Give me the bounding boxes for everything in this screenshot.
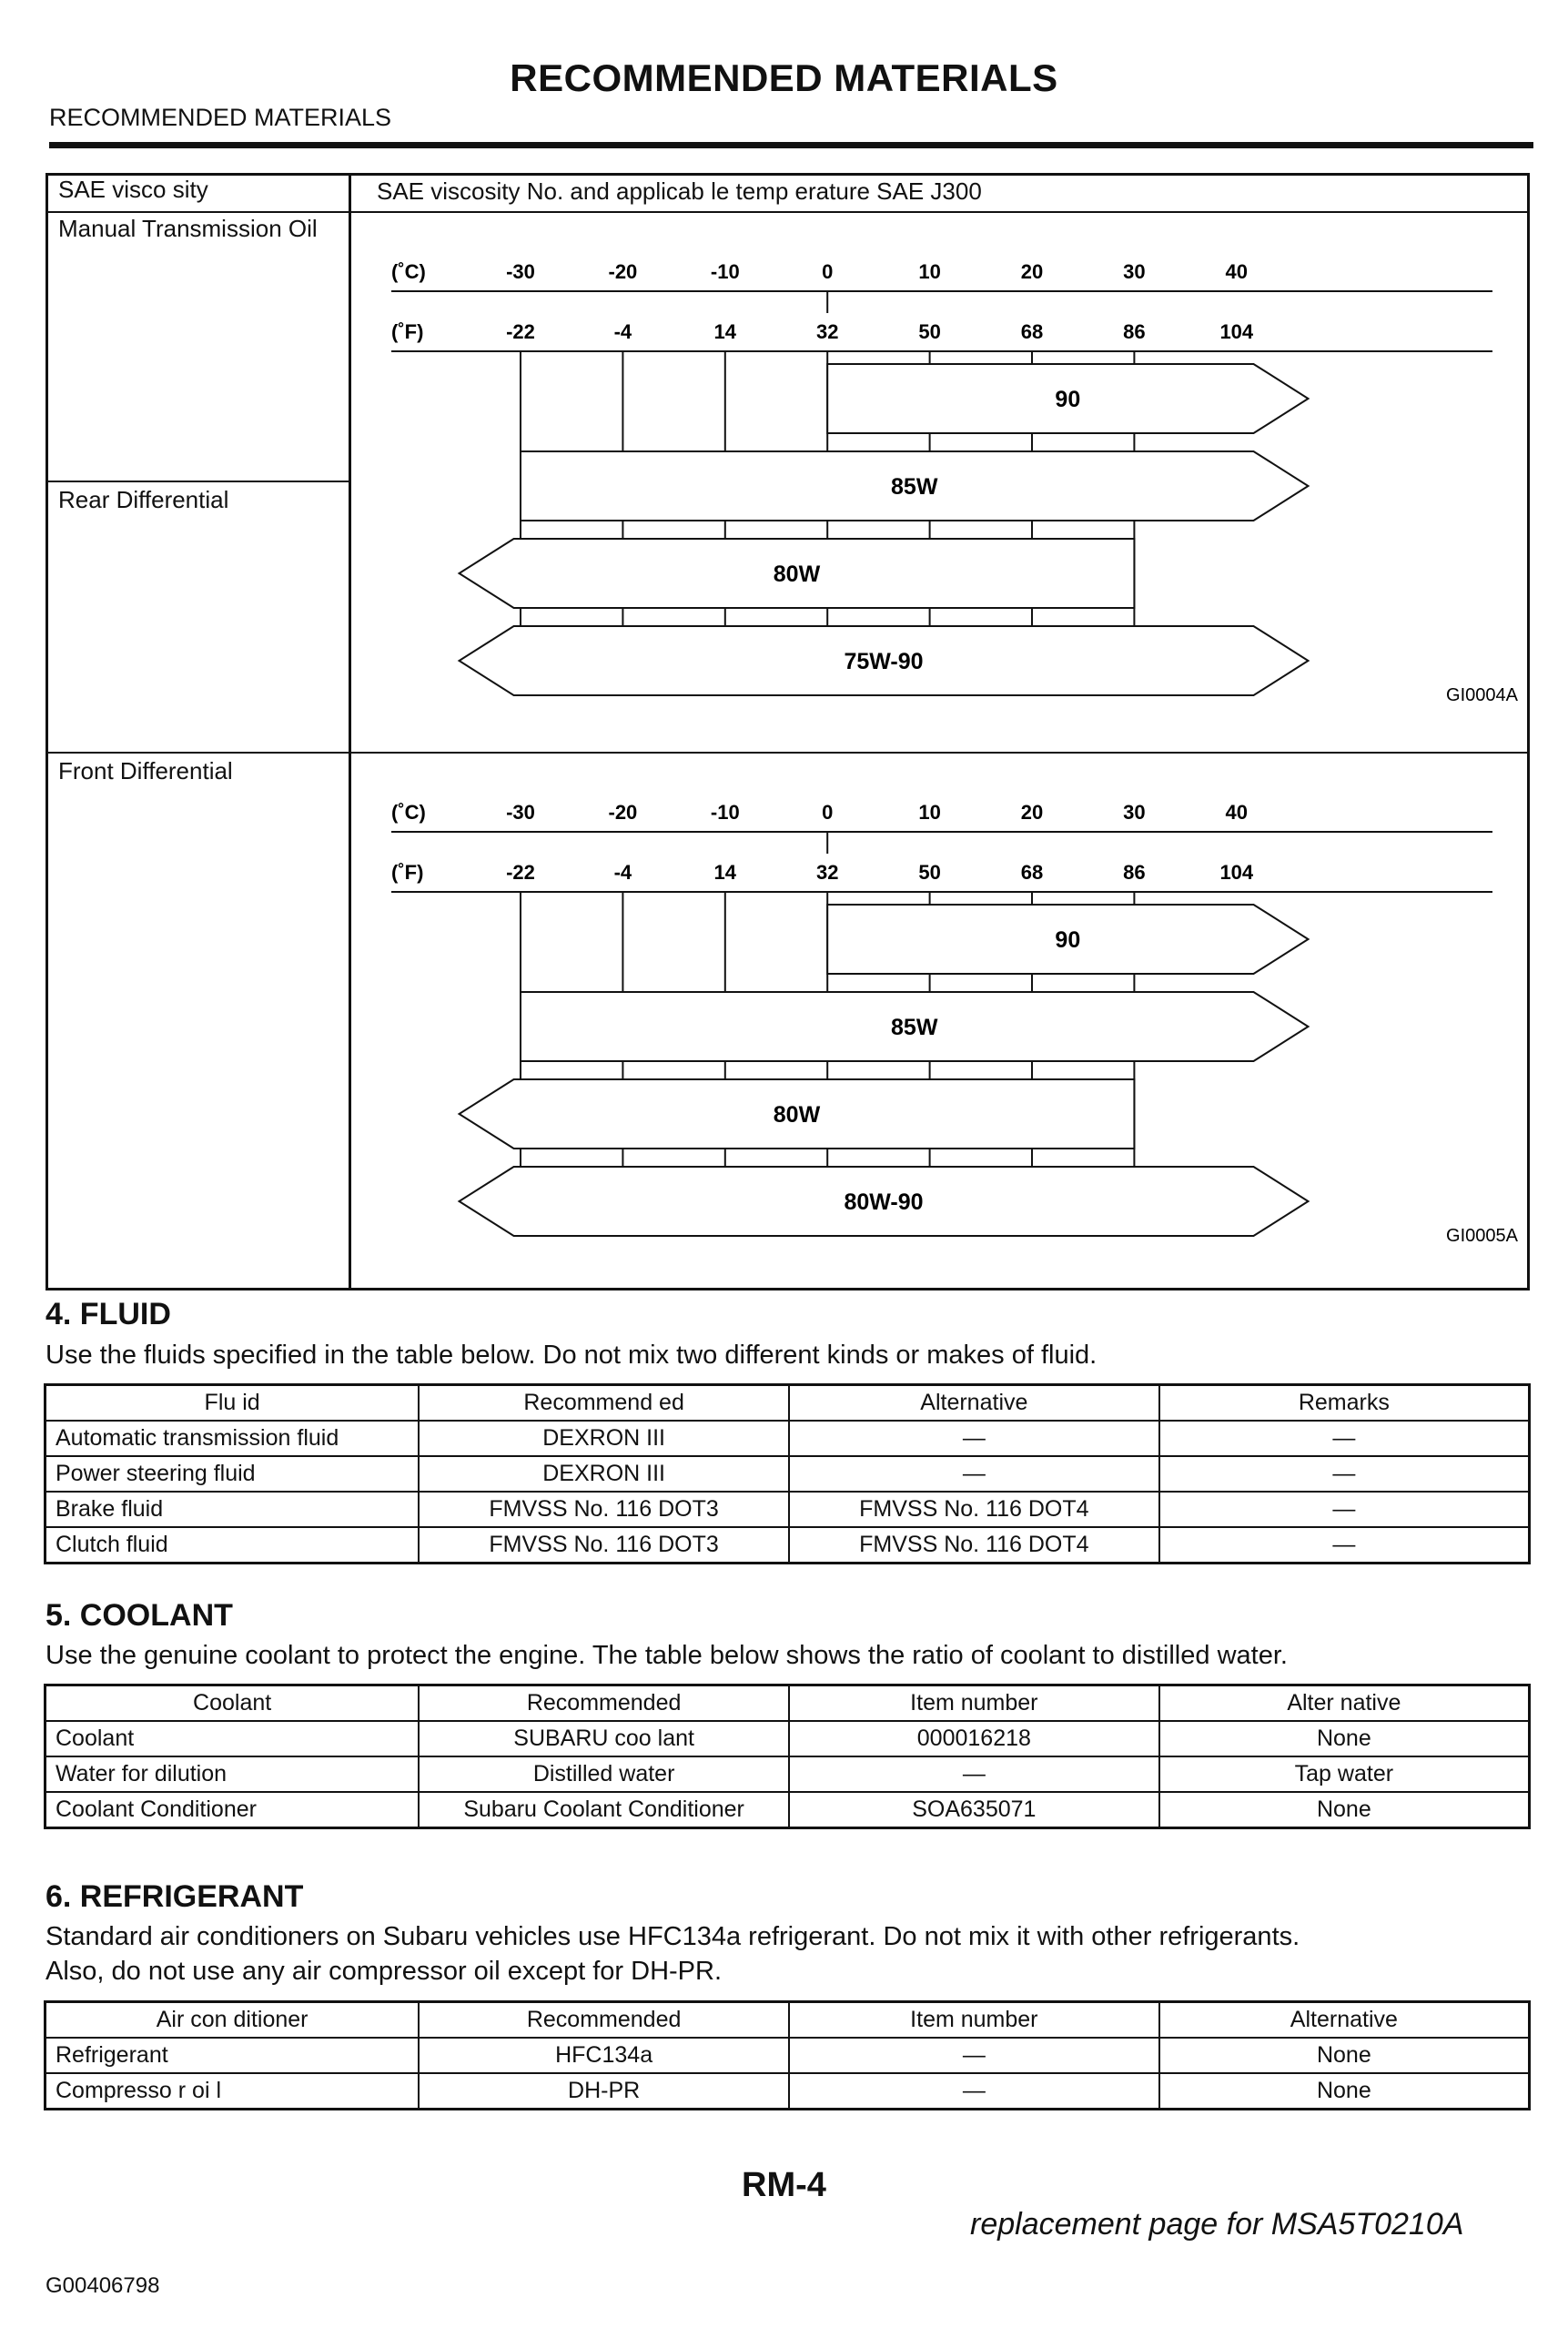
fluid-table-cell: — bbox=[1159, 1492, 1530, 1527]
fluid-column-header: Flu id bbox=[46, 1385, 420, 1422]
coolant-table bbox=[44, 1684, 1531, 1829]
fluid-table-row bbox=[46, 1456, 1530, 1492]
coolant-section-title: 5. COOLANT bbox=[46, 1598, 233, 1633]
refrigerant-table-cell: None bbox=[1159, 2073, 1530, 2110]
coolant-table-cell: None bbox=[1159, 1792, 1530, 1828]
refrigerant-table-cell: HFC134a bbox=[419, 2038, 789, 2073]
fluid-table-cell: — bbox=[789, 1421, 1159, 1456]
fluid-table-cell: — bbox=[789, 1456, 1159, 1492]
celsius-tick-label: 30 bbox=[1123, 801, 1146, 824]
coolant-table-cell: Coolant Conditioner bbox=[46, 1792, 420, 1828]
refrigerant-column-header: Alternative bbox=[1159, 2002, 1530, 2039]
row-label-manual-transmission: Manual Transmission Oil bbox=[58, 215, 318, 242]
fluid-table-cell: Brake fluid bbox=[46, 1492, 420, 1527]
fluid-column-header: Remarks bbox=[1159, 1385, 1530, 1422]
refrigerant-column-header: Recommended bbox=[419, 2002, 789, 2039]
fahrenheit-tick-label: 50 bbox=[918, 861, 941, 884]
sae-left-column bbox=[46, 173, 351, 1290]
viscosity-band-label: 75W-90 bbox=[844, 649, 924, 674]
fluid-table-cell: — bbox=[1159, 1421, 1530, 1456]
celsius-unit-label: (˚C) bbox=[391, 260, 426, 283]
celsius-tick-label: 10 bbox=[918, 260, 941, 283]
coolant-header-row bbox=[46, 1685, 1530, 1722]
fahrenheit-tick-label: 32 bbox=[815, 320, 839, 343]
viscosity-band-label: 80W-90 bbox=[844, 1189, 924, 1215]
fahrenheit-tick-label: 68 bbox=[1020, 861, 1044, 884]
coolant-table-row bbox=[46, 1756, 1530, 1792]
refrigerant-header-row bbox=[46, 2002, 1530, 2039]
celsius-tick-label: 10 bbox=[918, 801, 941, 824]
refrigerant-description-line-2: Also, do not use any air compressor oil except for DH-PR. bbox=[46, 1957, 723, 1986]
refrigerant-column-header: Item number bbox=[789, 2002, 1159, 2039]
viscosity-band-label: 90 bbox=[1055, 927, 1081, 953]
viscosity-chart-2 bbox=[351, 754, 1530, 1290]
refrigerant-description-line-1: Standard air conditioners on Subaru vehicles use HFC134a refrigerant. Do not mix it with other refrigerants. bbox=[46, 1922, 1300, 1951]
coolant-column-header: Alter native bbox=[1159, 1685, 1530, 1722]
figure-code: GI0005A bbox=[1446, 1226, 1518, 1246]
row-label-rear-differential: Rear Differential bbox=[58, 486, 229, 513]
fluid-table-cell: FMVSS No. 116 DOT3 bbox=[419, 1492, 789, 1527]
celsius-tick-label: 40 bbox=[1225, 260, 1249, 283]
fluid-table-cell: Clutch fluid bbox=[46, 1527, 420, 1564]
fahrenheit-tick-label: 50 bbox=[918, 320, 941, 343]
refrigerant-column-header: Air con ditioner bbox=[46, 2002, 420, 2039]
viscosity-band-label: 80W bbox=[773, 562, 821, 587]
refrigerant-table-cell: Refrigerant bbox=[46, 2038, 420, 2073]
coolant-table-cell: SOA635071 bbox=[789, 1792, 1159, 1828]
fluid-section-description: Use the fluids specified in the table below. Do not mix two different kinds or makes of fluid. bbox=[46, 1341, 1098, 1370]
fahrenheit-tick-label: 14 bbox=[713, 861, 737, 884]
sae-left-header: SAE visco sity bbox=[58, 176, 208, 203]
celsius-tick-label: -30 bbox=[506, 260, 535, 283]
refrigerant-table-cell: None bbox=[1159, 2038, 1530, 2073]
document-code: G00406798 bbox=[46, 2273, 160, 2298]
row-label-front-differential: Front Differential bbox=[58, 757, 233, 784]
viscosity-chart-1-svg bbox=[351, 213, 1530, 752]
coolant-table-row bbox=[46, 1721, 1530, 1756]
celsius-tick-label: -10 bbox=[710, 801, 740, 824]
fluid-table-cell: — bbox=[1159, 1527, 1530, 1564]
viscosity-chart-2-svg bbox=[351, 754, 1530, 1290]
celsius-tick-label: 40 bbox=[1225, 801, 1249, 824]
page-title: RECOMMENDED MATERIALS bbox=[510, 56, 1058, 99]
viscosity-band-label: 90 bbox=[1055, 387, 1081, 412]
fluid-table-row bbox=[46, 1492, 1530, 1527]
fahrenheit-tick-label: 14 bbox=[713, 320, 737, 343]
fluid-table-cell: Automatic transmission fluid bbox=[46, 1421, 420, 1456]
celsius-tick-label: 0 bbox=[822, 801, 834, 824]
viscosity-band-label: 85W bbox=[891, 474, 938, 500]
fluid-table-cell: FMVSS No. 116 DOT4 bbox=[789, 1527, 1159, 1564]
coolant-table-cell: Distilled water bbox=[419, 1756, 789, 1792]
fahrenheit-unit-label: (˚F) bbox=[391, 861, 424, 884]
refrigerant-section-title: 6. REFRIGERANT bbox=[46, 1879, 304, 1914]
fahrenheit-tick-label: -4 bbox=[613, 861, 632, 884]
coolant-table-row bbox=[46, 1792, 1530, 1828]
fahrenheit-tick-label: 86 bbox=[1123, 861, 1146, 884]
celsius-tick-label: 30 bbox=[1123, 260, 1146, 283]
celsius-unit-label: (˚C) bbox=[391, 801, 426, 824]
fahrenheit-tick-label: -4 bbox=[613, 320, 632, 343]
fluid-table-cell: Power steering fluid bbox=[46, 1456, 420, 1492]
coolant-table-cell: 000016218 bbox=[789, 1721, 1159, 1756]
coolant-column-header: Recommended bbox=[419, 1685, 789, 1722]
refrigerant-table-cell: — bbox=[789, 2038, 1159, 2073]
refrigerant-table-cell: DH-PR bbox=[419, 2073, 789, 2110]
page-number: RM-4 bbox=[742, 2166, 826, 2204]
coolant-table-cell: None bbox=[1159, 1721, 1530, 1756]
fluid-header-row bbox=[46, 1385, 1530, 1422]
coolant-table-cell: Water for dilution bbox=[46, 1756, 420, 1792]
refrigerant-table bbox=[44, 2000, 1531, 2110]
fluid-table-cell: FMVSS No. 116 DOT3 bbox=[419, 1527, 789, 1564]
coolant-column-header: Item number bbox=[789, 1685, 1159, 1722]
fluid-section-title: 4. FLUID bbox=[46, 1297, 171, 1331]
sae-right-header: SAE viscosity No. and applicab le temp erature SAE J300 bbox=[377, 177, 982, 205]
fluid-table-cell: DEXRON III bbox=[419, 1421, 789, 1456]
refrigerant-table-row bbox=[46, 2038, 1530, 2073]
fahrenheit-tick-label: -22 bbox=[506, 320, 535, 343]
sae-row-divider-rear bbox=[46, 481, 351, 482]
coolant-table-cell: — bbox=[789, 1756, 1159, 1792]
fahrenheit-tick-label: 32 bbox=[815, 861, 839, 884]
refrigerant-table-row bbox=[46, 2073, 1530, 2110]
page-subtitle: RECOMMENDED MATERIALS bbox=[49, 104, 392, 131]
viscosity-chart-1 bbox=[351, 213, 1530, 752]
fahrenheit-tick-label: -22 bbox=[506, 861, 535, 884]
header-divider bbox=[49, 142, 1533, 148]
celsius-tick-label: -20 bbox=[608, 260, 638, 283]
coolant-table-cell: Tap water bbox=[1159, 1756, 1530, 1792]
celsius-tick-label: -10 bbox=[710, 260, 740, 283]
celsius-tick-label: -30 bbox=[506, 801, 535, 824]
coolant-section-description: Use the genuine coolant to protect the engine. The table below shows the ratio of coolant to distilled water. bbox=[46, 1641, 1288, 1670]
refrigerant-table-cell: — bbox=[789, 2073, 1159, 2110]
fluid-column-header: Recommend ed bbox=[419, 1385, 789, 1422]
celsius-tick-label: 0 bbox=[822, 260, 834, 283]
coolant-column-header: Coolant bbox=[46, 1685, 420, 1722]
fluid-table-row bbox=[46, 1421, 1530, 1456]
fluid-table-cell: FMVSS No. 116 DOT4 bbox=[789, 1492, 1159, 1527]
coolant-table-cell: Subaru Coolant Conditioner bbox=[419, 1792, 789, 1828]
figure-code: GI0004A bbox=[1446, 685, 1518, 705]
celsius-tick-label: 20 bbox=[1020, 260, 1044, 283]
fahrenheit-tick-label: 104 bbox=[1219, 320, 1254, 343]
fluid-table-cell: DEXRON III bbox=[419, 1456, 789, 1492]
fluid-table-cell: — bbox=[1159, 1456, 1530, 1492]
viscosity-band-label: 80W bbox=[773, 1102, 821, 1128]
fluid-table bbox=[44, 1383, 1531, 1564]
fahrenheit-tick-label: 68 bbox=[1020, 320, 1044, 343]
viscosity-band-label: 85W bbox=[891, 1015, 938, 1040]
celsius-tick-label: -20 bbox=[608, 801, 638, 824]
fahrenheit-tick-label: 86 bbox=[1123, 320, 1146, 343]
fluid-column-header: Alternative bbox=[789, 1385, 1159, 1422]
fluid-table-row bbox=[46, 1527, 1530, 1564]
celsius-tick-label: 20 bbox=[1020, 801, 1044, 824]
refrigerant-table-cell: Compresso r oi l bbox=[46, 2073, 420, 2110]
fahrenheit-unit-label: (˚F) bbox=[391, 320, 424, 343]
replacement-note: replacement page for MSA5T0210A bbox=[970, 2207, 1464, 2242]
coolant-table-cell: Coolant bbox=[46, 1721, 420, 1756]
fahrenheit-tick-label: 104 bbox=[1219, 861, 1254, 884]
coolant-table-cell: SUBARU coo lant bbox=[419, 1721, 789, 1756]
